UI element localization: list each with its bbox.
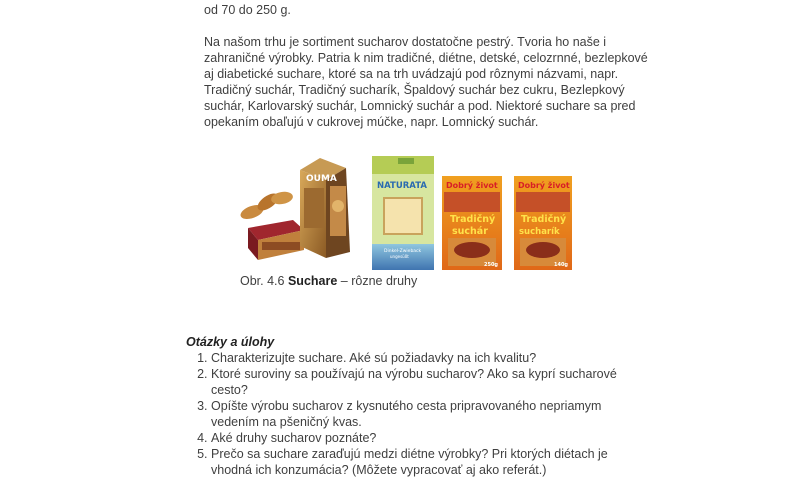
question-item: 3. Opíšte výrobu sucharov z kysnutého cesta pripravovaného nepriamym vedením na pšeničný kvas. <box>211 398 651 430</box>
dz2-weight: 140g <box>554 262 569 268</box>
paragraph: Na našom trhu je sortiment sucharov dostatočne pestrý. Tvoria ho naše i zahraničné výrobky. Patria k nim tradičné, diétne, detské, celozrnné, bezlepkové aj diabetické suchare, ktoré sa na trh uvádzajú pod rôznymi názvami, napr. Tradičný suchár, Tradičný sucharík, Špaldový suchár bez cukru, Bezlepkový suchár, Karlovarský suchár, Lomnický suchár a pod. Niektoré suchare sa pred opekaním obaľujú v cukrovej múčke, napr. Lomnický suchár. <box>204 35 648 129</box>
loose-rusks <box>239 190 294 222</box>
figure-caption <box>240 273 417 289</box>
questions-heading: Otázky a úlohy <box>186 335 275 349</box>
dz2-brand: Dobrý život <box>518 181 570 190</box>
dz1-name-2: suchár <box>452 226 488 237</box>
dz2-name-2: sucharík <box>519 227 560 237</box>
intro-line: od 70 do 250 g. <box>204 3 291 17</box>
caption-suffix: – rôzne druhy <box>340 274 418 288</box>
rusks-photo <box>238 148 588 274</box>
caption-prefix: Obr. 4.6 <box>240 274 285 288</box>
tradicny-sucharik-box <box>514 176 572 270</box>
dz2-name-1: Tradičný <box>521 214 567 225</box>
ouma-brand: OUMA <box>306 174 337 184</box>
questions-list <box>186 350 651 478</box>
dz1-brand: Dobrý život <box>446 181 498 190</box>
caption-bold: Suchare <box>287 274 338 288</box>
naturata-subtitle-2: ungesüßt <box>390 254 409 259</box>
question-item: 2. Ktoré suroviny sa používajú na výrobu sucharov? Ako sa kyprí sucharové cesto? <box>211 366 651 398</box>
naturata-box <box>372 156 434 270</box>
ouma-small-box <box>248 220 304 260</box>
tradicny-suchar-box <box>442 176 502 270</box>
question-item: 1. Charakterizujte suchare. Aké sú požiadavky na ich kvalitu? <box>211 350 651 366</box>
question-item: 5. Prečo sa suchare zaraďujú medzi diétne výrobky? Pri ktorých diétach je vhodná ich konzumácia? (Môžete vypracovať aj ako referát.) <box>211 446 651 478</box>
dz1-weight: 250g <box>484 262 499 268</box>
question-item: 4. Aké druhy sucharov poznáte? <box>211 430 651 446</box>
naturata-subtitle: Dinkel-Zwieback <box>384 249 422 254</box>
ouma-box <box>300 158 350 258</box>
dz1-name-1: Tradičný <box>450 214 496 225</box>
naturata-brand: NATURATA <box>377 181 427 191</box>
